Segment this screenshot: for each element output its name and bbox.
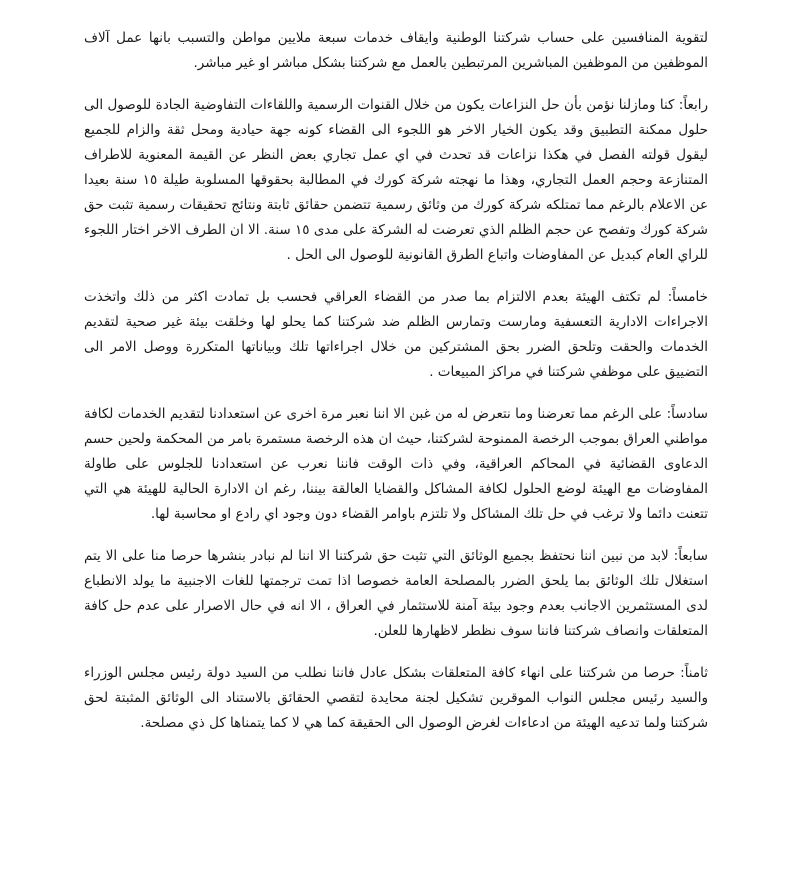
paragraph-intro-continuation: لتقوية المنافسين على حساب شركتنا الوطنية وايقاف خدمات سبعة ملايين مواطن والتسبب بانها عمل آلاف الموظفين من الموظفين المباشرين المرتبطين بالعمل مع شركتنا بشكل مباشر او غير مباشر. (84, 30, 708, 71)
paragraph-fifth: خامساً: لم تكتف الهيئة بعدم الالتزام بما صدر من القضاء العراقي فحسب بل تمادت اكثر من ذلك واتخذت الاجراءات الادارية التعسفية ومارست وتمارس الظلم ضد شركتنا كما يحلو لها وخلقت بيئة غير صحية لتقديم الخدمات والحقت وتلحق الضرر بحق المشتركين من خلال اجراءاتها تلك وبياناتها المتكررة ووصل الامر الى التضييق على موظفي شركتنا في مراكز المبيعات . (84, 289, 708, 380)
paragraph-eighth: ثامناً: حرصا من شركتنا على انهاء كافة المتعلقات بشكل عادل فاننا نطلب من السيد دولة رئيس مجلس الوزراء والسيد رئيس مجلس النواب الموقرين تشكيل لجنة محايدة لتقصي الحقائق بالاستناد الى الوثائق المثبتة لحق شركتنا ولما تدعيه الهيئة من ادعاءات لغرض الوصول الى الحقيقة كما هي لا كما يتمناها كل ذي مصلحة. (84, 665, 708, 731)
paragraph-fourth: رابعاً: كنا ومازلنا نؤمن بأن حل النزاعات يكون من خلال القنوات الرسمية واللقاءات التفاوضية الجادة للوصول الى حلول ممكنة التطبيق وقد يكون الخيار الاخر هو اللجوء الى القضاء كونه جهة حيادية ومحل ثقة والزام للجميع ليقول قولته الفصل في هكذا نزاعات قد تحدث في اي عمل تجاري بعض النظر عن القيمة المعنوية للاطراف المتنازعة وحجم العمل التجاري، وهذا ما نهجته شركة كورك في المطالبة بحقوقها المسلوبة طيلة ١٥ سنة بعيدا عن الاعلام بالرغم مما تمتلكه شركة كورك من وثائق رسمية تتضمن حقائق ثابتة ونتائج تحقيقات رسمية تثبت حق شركة كورك وتفصح عن حجم الظلم الذي تعرضت له الشركة على مدى ١٥ سنة. الا ان الطرف الاخر اختار اللجوء للراي العام كبديل عن المفاوضات واتباع الطرق القانونية للوصول الى الحل . (84, 97, 708, 263)
paragraph-sixth: سادساً: على الرغم مما تعرضنا وما نتعرض له من غبن الا اننا نعبر مرة اخرى عن استعدادنا لتقديم الخدمات لكافة مواطني العراق بموجب الرخصة الممنوحة لشركتنا، حيث ان هذه الرخصة مستمرة بامر من المحكمة ولحين حسم الدعاوى القضائية في المحاكم العراقية، وفي ذات الوقت فاننا نعرب عن استعدادنا للجلوس على طاولة المفاوضات مع الهيئة لوضع الحلول لكافة المشاكل والقضايا العالقة بيننا، رغم ان الادارة الحالية للهيئة هي التي تتعنت دائما ولا ترغب في حل تلك المشاكل ولا تلتزم باوامر القضاء دون وجود اي رادع او محاسبة لها. (84, 406, 708, 522)
paragraph-seventh: سابعاً: لابد من نبين اننا نحتفظ بجميع الوثائق التي تثبت حق شركتنا الا اننا لم نبادر بنشرها حرصا منا على الا يتم استغلال تلك الوثائق بما يلحق الضرر بالمصلحة العامة خصوصا اذا تمت ترجمتها للغات الاجنبية ما يولد الانطباع لدى المستثمرين الاجانب بعدم وجود بيئة آمنة للاستثمار في العراق ، الا انه في حال الاصرار على عدم حل كافة المتعلقات وانصاف شركتنا فاننا سوف نظطر لاظهارها للعلن. (84, 548, 708, 639)
